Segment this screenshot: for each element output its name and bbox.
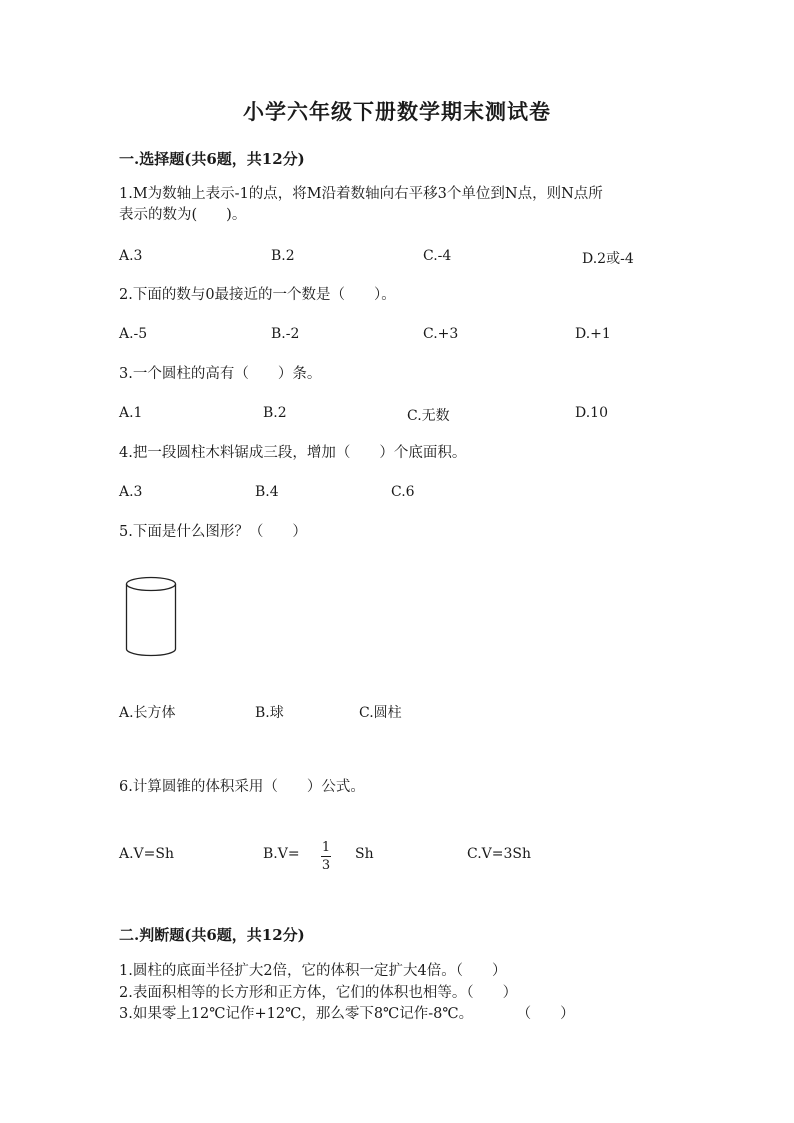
question-3-text: 3.一个圆柱的高有（ ）条。 — [119, 366, 322, 382]
question-2-option-b: B.-2 — [271, 326, 300, 342]
cylinder-figure — [122, 572, 180, 660]
question-1-option-d: D.2或-4 — [582, 251, 634, 267]
question-1-option-a: A.3 — [119, 248, 143, 264]
question-3-option-a: A.1 — [119, 405, 143, 421]
question-6-text: 6.计算圆锥的体积采用（ ）公式。 — [119, 779, 365, 795]
question-5-option-b: B.球 — [255, 705, 284, 721]
question-6-option-a: A.V=Sh — [119, 846, 175, 862]
question-5-option-c: C.圆柱 — [359, 705, 402, 721]
question-6-option-c: C.V=3Sh — [467, 846, 532, 862]
fraction-numerator: 1 — [321, 840, 331, 855]
question-5-option-a: A.长方体 — [119, 705, 176, 721]
page-title: 小学六年级下册数学期末测试卷 — [243, 99, 551, 124]
question-2-option-d: D.+1 — [575, 326, 611, 342]
cylinder-top-ellipse — [127, 578, 176, 591]
judgment-item-3: 3.如果零上12℃记作+12℃，那么零下8℃记作-8℃。 （ ） — [119, 1006, 575, 1022]
question-1-option-c: C.-4 — [423, 248, 452, 264]
section-heading-judgment: 二.判断题(共6题，共12分) — [119, 926, 305, 944]
question-2-option-a: A.-5 — [119, 326, 148, 342]
fraction-one-third — [319, 840, 333, 873]
question-4-text: 4.把一段圆柱木料锯成三段，增加（ ）个底面积。 — [119, 445, 467, 461]
fraction-bar — [321, 856, 331, 857]
question-4-option-a: A.3 — [119, 484, 143, 500]
judgment-item-1: 1.圆柱的底面半径扩大2倍，它的体积一定扩大4倍。（ ） — [119, 963, 507, 979]
section-heading-choice: 一.选择题(共6题，共12分) — [119, 150, 305, 168]
fraction-denominator: 3 — [321, 858, 331, 873]
question-2-text: 2.下面的数与0最接近的一个数是（ ）。 — [119, 287, 396, 303]
judgment-item-2: 2.表面积相等的长方形和正方体，它们的体积也相等。（ ） — [119, 985, 518, 1001]
question-5-text: 5.下面是什么图形？（ ） — [119, 524, 307, 540]
question-2-option-c: C.+3 — [423, 326, 459, 342]
question-1-line-2: 表示的数为( )。 — [119, 207, 247, 223]
question-1-option-b: B.2 — [271, 248, 295, 264]
question-3-option-d: D.10 — [575, 405, 608, 421]
question-6-option-b-suffix: Sh — [355, 846, 374, 862]
question-3-option-b: B.2 — [263, 405, 287, 421]
cylinder-bottom-arc — [127, 649, 176, 655]
question-1-line-1: 1.M为数轴上表示-1的点，将M沿着数轴向右平移3个单位到N点，则N点所 — [119, 186, 603, 202]
question-4-option-c: C.6 — [391, 484, 415, 500]
question-4-option-b: B.4 — [255, 484, 279, 500]
question-6-option-b-prefix: B.V= — [263, 846, 300, 862]
question-3-option-c: C.无数 — [407, 408, 450, 424]
